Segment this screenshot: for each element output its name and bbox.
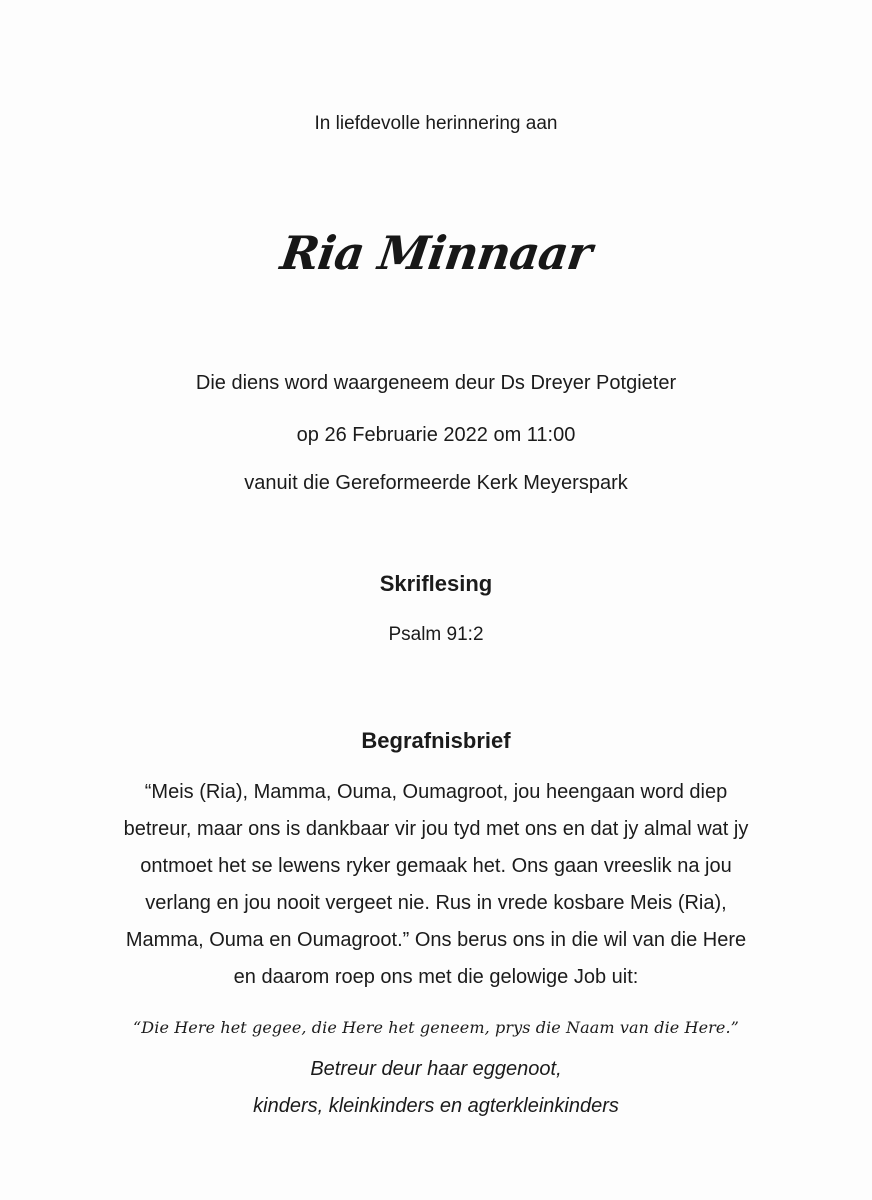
service-date-line: op 26 Februarie 2022 om 11:00: [296, 424, 576, 446]
memorial-intro: In liefdevolle herinnering aan: [314, 113, 558, 134]
funeral-letter-line-2: betreur, maar ons is dankbaar vir jou tyd met ons en dat jy almal wat jy: [123, 818, 749, 840]
service-location-line: vanuit die Gereformeerde Kerk Meyerspark: [244, 472, 628, 494]
funeral-letter-line-3: ontmoet het se lewens ryker gemaak het. Ons gaan vreeslik na jou: [140, 855, 732, 877]
mourners-line-1: Betreur deur haar eggenoot,: [310, 1058, 562, 1080]
funeral-letter-heading: Begrafnisbrief: [361, 728, 511, 753]
scripture-heading: Skriflesing: [379, 571, 493, 596]
mourners-line-2: kinders, kleinkinders en agterkleinkinders: [253, 1095, 619, 1117]
funeral-letter-body: [66, 774, 806, 996]
funeral-letter-line-6: en daarom roep ons met die gelowige Job uit:: [233, 966, 639, 988]
deceased-name: Ria Minnaar: [277, 226, 595, 280]
funeral-letter-line-1: “Meis (Ria), Mamma, Ouma, Oumagroot, jou heengaan word diep: [144, 781, 728, 803]
job-quote: “Die Here het gegee, die Here het geneem, prys die Naam van die Here.”: [133, 1018, 739, 1037]
scripture-reference: Psalm 91:2: [388, 624, 484, 645]
service-officiant-line: Die diens word waargeneem deur Ds Dreyer Potgieter: [195, 372, 677, 394]
funeral-letter-line-5: Mamma, Ouma en Oumagroot.” Ons berus ons in die wil van die Here: [125, 929, 747, 951]
funeral-letter-line-4: verlang en jou nooit vergeet nie. Rus in vrede kosbare Meis (Ria),: [145, 892, 727, 914]
